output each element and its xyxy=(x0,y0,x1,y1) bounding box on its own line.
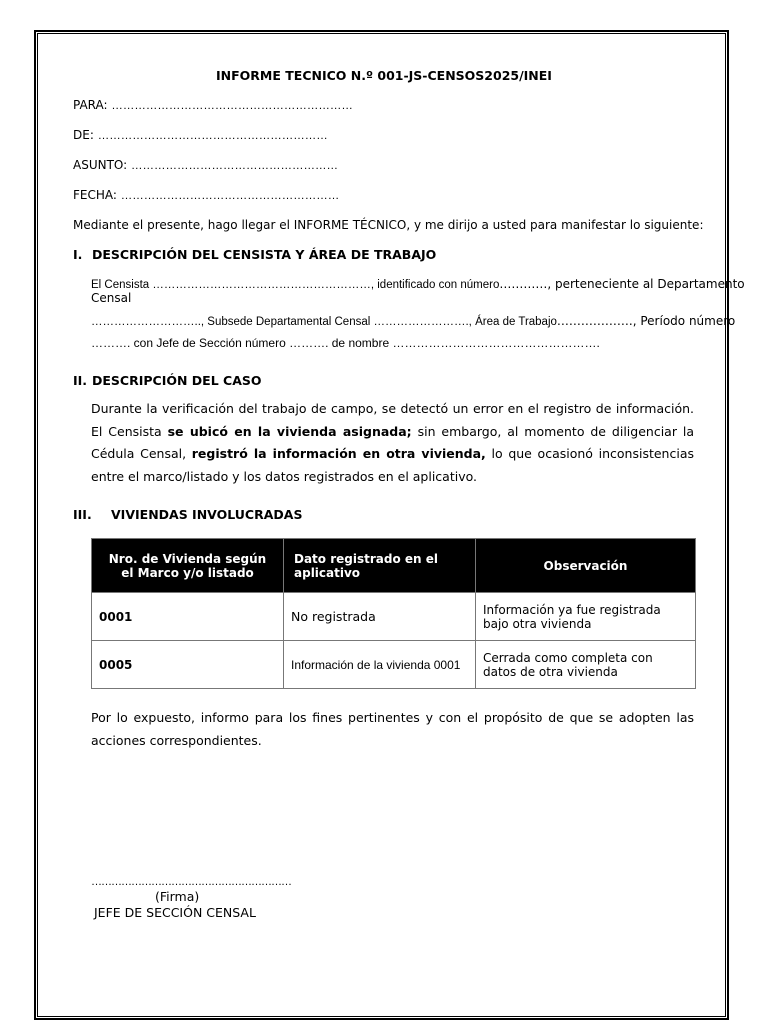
intro-paragraph: Mediante el presente, hago llegar el INFORME TÉCNICO, y me dirijo a usted para manifestar lo siguiente: xyxy=(73,218,704,232)
section-3-title: VIVIENDAS INVOLUCRADAS xyxy=(111,507,303,522)
case-text-3: lo que ocasionó inconsistencias entre el marco/listado y los datos registrados en el aplicativo. xyxy=(91,446,694,485)
case-bold-1: se ubicó en la vivienda asignada; xyxy=(167,423,412,439)
case-text-2: sin embargo, al momento de diligenciar la Cédula Censal, xyxy=(91,423,695,462)
inner-page-border xyxy=(37,33,726,1017)
section-3-heading xyxy=(73,507,302,522)
case-bold-2: registró la información en otra vivienda, xyxy=(191,446,486,462)
field-fecha-label: FECHA: xyxy=(73,188,117,202)
viviendas-table xyxy=(91,538,696,689)
document-title: INFORME TECNICO N.º 001-JS-CENSOS2025/INEI xyxy=(216,68,552,83)
section-3-number: III. xyxy=(73,507,92,522)
section-1-number: I. xyxy=(73,247,83,262)
censista-line-1 xyxy=(91,277,745,291)
case-description-paragraph xyxy=(91,398,694,489)
field-asunto xyxy=(73,158,338,172)
field-de xyxy=(73,128,328,142)
signature-line: …………………………………………………… xyxy=(91,876,291,888)
closing-paragraph: Por lo expuesto, informo para los fines pertinentes y con el propósito de que se adopten las acciones correspondientes. xyxy=(91,710,694,748)
signature-role: JEFE DE SECCIÓN CENSAL xyxy=(94,905,256,920)
censista-line-2b: ………………., Período número xyxy=(556,314,736,328)
table-cell-vivienda: 0005 xyxy=(92,641,284,689)
table-row xyxy=(92,641,696,689)
censista-line-2 xyxy=(91,314,735,328)
field-para xyxy=(73,98,353,112)
table-cell-observacion: Cerrada como completa con datos de otra vivienda xyxy=(476,641,696,689)
table-header-observacion: Observación xyxy=(476,539,696,593)
censista-line-1b: …………, perteneciente al Departamento xyxy=(499,277,745,291)
field-asunto-dots: ……………………………………………… xyxy=(131,160,339,172)
table-cell-dato: Información de la vivienda 0001 xyxy=(284,641,476,689)
section-1-title: DESCRIPCIÓN DEL CENSISTA Y ÁREA DE TRABAJO xyxy=(92,247,437,262)
field-de-label: DE: xyxy=(73,128,94,142)
censista-line-2a: ……………………….., Subsede Departamental Censal ……………………., Área de Trabajo xyxy=(91,316,557,328)
field-para-dots: ……………………………………………………… xyxy=(111,100,353,112)
field-de-dots: …………………………………………………… xyxy=(97,130,328,142)
section-1-heading xyxy=(73,247,436,262)
section-2-heading xyxy=(73,373,262,388)
table-header-dato: Dato registrado en el aplicativo xyxy=(284,539,476,593)
field-para-label: PARA: xyxy=(73,98,108,112)
signature-firma-label: (Firma) xyxy=(155,889,200,904)
field-fecha-dots: ………………………………………………… xyxy=(120,190,340,202)
table-cell-dato: No registrada xyxy=(284,593,476,641)
section-2-number: II. xyxy=(73,373,88,388)
table-header-vivienda: Nro. de Vivienda según el Marco y/o listado xyxy=(92,539,284,593)
field-asunto-label: ASUNTO: xyxy=(73,158,128,172)
section-2-title: DESCRIPCIÓN DEL CASO xyxy=(92,373,262,388)
table-cell-vivienda: 0001 xyxy=(92,593,284,641)
table-row xyxy=(92,593,696,641)
table-header-row xyxy=(92,539,696,593)
case-text-1: Durante la verificación del trabajo de campo, se detectó un error en el registro de información. El Censista xyxy=(91,401,694,439)
censista-line-3: ………. con Jefe de Sección número ………. de nombre ……………………………………………. xyxy=(91,336,600,350)
field-fecha xyxy=(73,188,339,202)
censista-line-1c: Censal xyxy=(91,291,132,305)
table-cell-observacion: Información ya fue registrada bajo otra vivienda xyxy=(476,593,696,641)
censista-line-1a: El Censista …………………………………………………, identificado con número xyxy=(91,279,500,291)
